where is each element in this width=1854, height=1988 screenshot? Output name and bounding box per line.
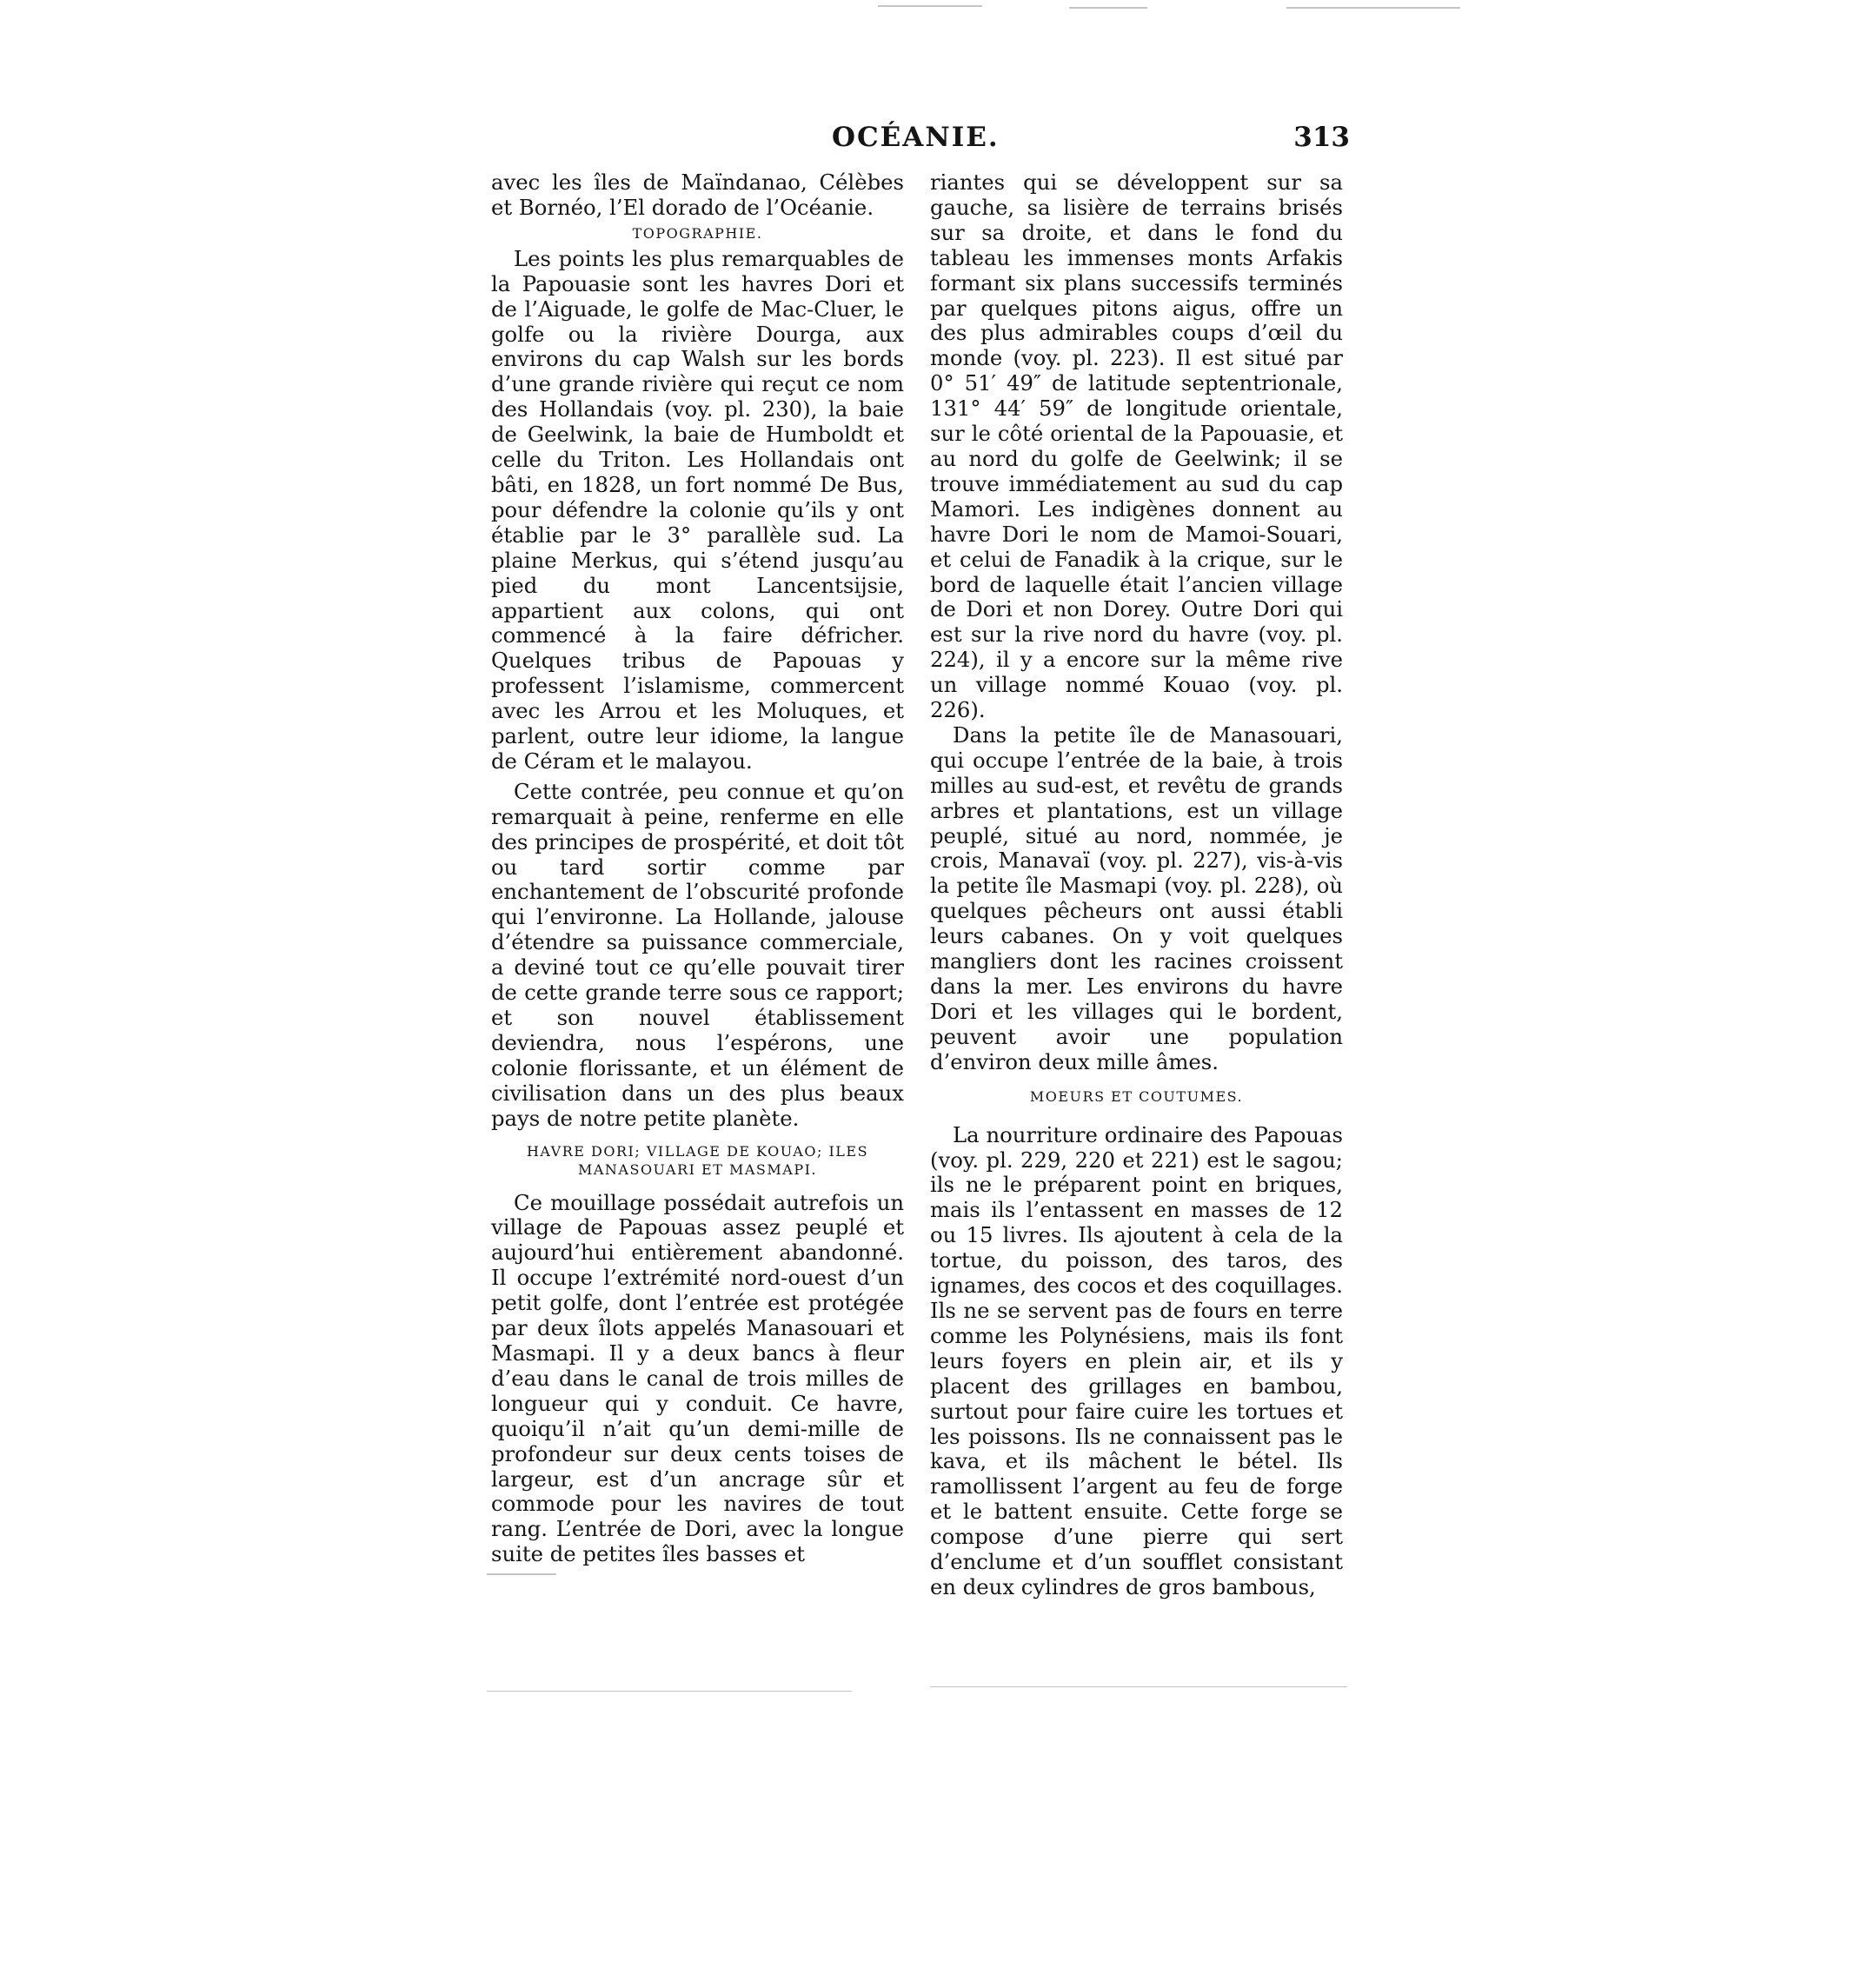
scan-speck-bottom <box>487 1573 556 1575</box>
section-heading-topographie: TOPOGRAPHIE. <box>632 224 763 242</box>
paragraph-mouillage: Ce mouillage possédait autrefois un village de Papouas assez peuplé et aujourd’hui entièrement abandonné. Il occupe l’extrémité nord-ouest d’un petit golfe, dont l’entrée est protégée par deux îlots appelés Manasouari et Masmapi. Il y a deux bancs à fleur d’eau dans le canal de trois milles de longueur qui y conduit. Ce havre, quoiqu’il n’ait qu’un demi-mille de profondeur sur deux cents toises de largeur, est d’un ancrage sûr et commode pour les navires de tout rang. L’entrée de Dori, avec la longue suite de petites îles basses et <box>491 1189 904 1567</box>
scan-speck-top <box>878 5 982 7</box>
paragraph-manasouari: Dans la petite île de Manasouari, qui occupe l’entrée de la baie, à trois milles au sud-est, et revêtu de grands arbres et plantations, est un village peuplé, situé au nord, nommée, je crois, Manavaï (voy. pl. 227), vis-à-vis la petite île Masmapi (voy. pl. 228), où quelques pêcheurs ont aussi établi leurs cabanes. On y voit quelques mangliers dont les racines croissent dans la mer. Les environs du havre Dori et les villages qui le bordent, peuvent avoir une population d’environ deux mille âmes. <box>930 721 1343 1074</box>
section-heading-moeurs: MOEURS ET COUTUMES. <box>1029 1087 1244 1105</box>
right-column <box>930 170 1343 1600</box>
paragraph-topographie: Les points les plus remarquables de la Papouasie sont les havres Dori et de l’Aiguade, le golfe de Mac-Cluer, le golfe ou la rivière Dourga, aux environs du cap Walsh sur les bords d’une grande rivière qui reçut ce nom des Hollandais (voy. pl. 230), la baie de Geelwink, la baie de Humboldt et celle du Triton. Les Hollandais ont bâti, en 1828, un fort nommé De Bus, pour défendre la colonie qu’ils y ont établie par le 3° parallèle sud. La plaine Merkus, qui s’étend jusqu’au pied du mont Lancentsijsie, appartient aux colons, qui ont commencé à la faire défricher. Quelques tribus de Papouas y professent l’islamisme, commercent avec les Arrou et les Moluques, et parlent, outre leur idiome, la langue de Céram et le malayou. <box>491 245 904 774</box>
left-column <box>491 170 904 1567</box>
scan-speck-bottom-3 <box>487 1691 852 1692</box>
scan-speck-bottom-2 <box>930 1686 1347 1687</box>
running-title: OCÉANIE. <box>832 122 1000 153</box>
paragraph-continued: avec les îles de Maïndanao, Célèbes et Bornéo, l’El dorado de l’Océanie. <box>491 170 904 220</box>
page-header <box>491 122 1360 156</box>
scan-speck-top-3 <box>1286 7 1460 9</box>
section-heading-havre-dori: HAVRE DORI; VILLAGE DE KOUAO; ILES MANASOUARI ET MASMAPI. <box>526 1142 869 1178</box>
page-number: 313 <box>1293 122 1350 153</box>
paragraph-contree: Cette contrée, peu connue et qu’on remarquait à peine, renferme en elle des principes de prospérité, et doit tôt ou tard sortir comme par enchantement de l’obscurité profonde qui l’environne. La Hollande, jalouse d’étendre sa puissance commerciale, a deviné tout ce qu’elle pouvait tirer de cette grande terre sous ce rapport; et son nouvel établissement deviendra, nous l’espérons, une colonie florissante, et un élément de civilisation dans un des plus beaux pays de notre petite planète. <box>491 778 904 1131</box>
scan-speck-top-2 <box>1069 7 1147 9</box>
paragraph-nourriture: La nourriture ordinaire des Papouas (voy. pl. 229, 220 et 221) est le sagou; ils ne le préparent point en briques, mais ils l’entassent en masses de 12 ou 15 livres. Ils ajoutent à cela de la tortue, du poisson, des taros, des ignames, des cocos et des coquillages. Ils ne se servent pas de fours en terre comme les Polynésiens, mais ils font leurs foyers en plein air, et ils y placent des grillages en bambou, surtout pour faire cuire les tortues et les poissons. Ils ne connaissent pas le kava, et ils mâchent le bétel. Ils ramollissent l’argent au feu de forge et le battent ensuite. Cette forge se compose d’une pierre qui sert d’enclume et d’un soufflet consistant en deux cylindres de gros bambous, <box>930 1121 1343 1599</box>
paragraph-riantes: riantes qui se développent sur sa gauche, sa lisière de terrains brisés sur sa droite, et dans le fond du tableau les immenses monts Arfakis formant six plans successifs terminés par quelques pitons aigus, offre un des plus admirables coups d’œil du monde (voy. pl. 223). Il est situé par 0° 51′ 49″ de latitude septentrionale, 131° 44′ 59″ de longitude orientale, sur le côté oriental de la Papouasie, et au nord du golfe de Geelwink; il se trouve immédiatement au sud du cap Mamori. Les indigènes donnent au havre Dori le nom de Mamoi-Souari, et celui de Fanadik à la crique, sur le bord de laquelle était l’ancien village de Dori et non Dorey. Outre Dori qui est sur la rive nord du havre (voy. pl. 224), il y a encore sur la même rive un village nommé Kouao (voy. pl. 226). <box>930 170 1343 723</box>
